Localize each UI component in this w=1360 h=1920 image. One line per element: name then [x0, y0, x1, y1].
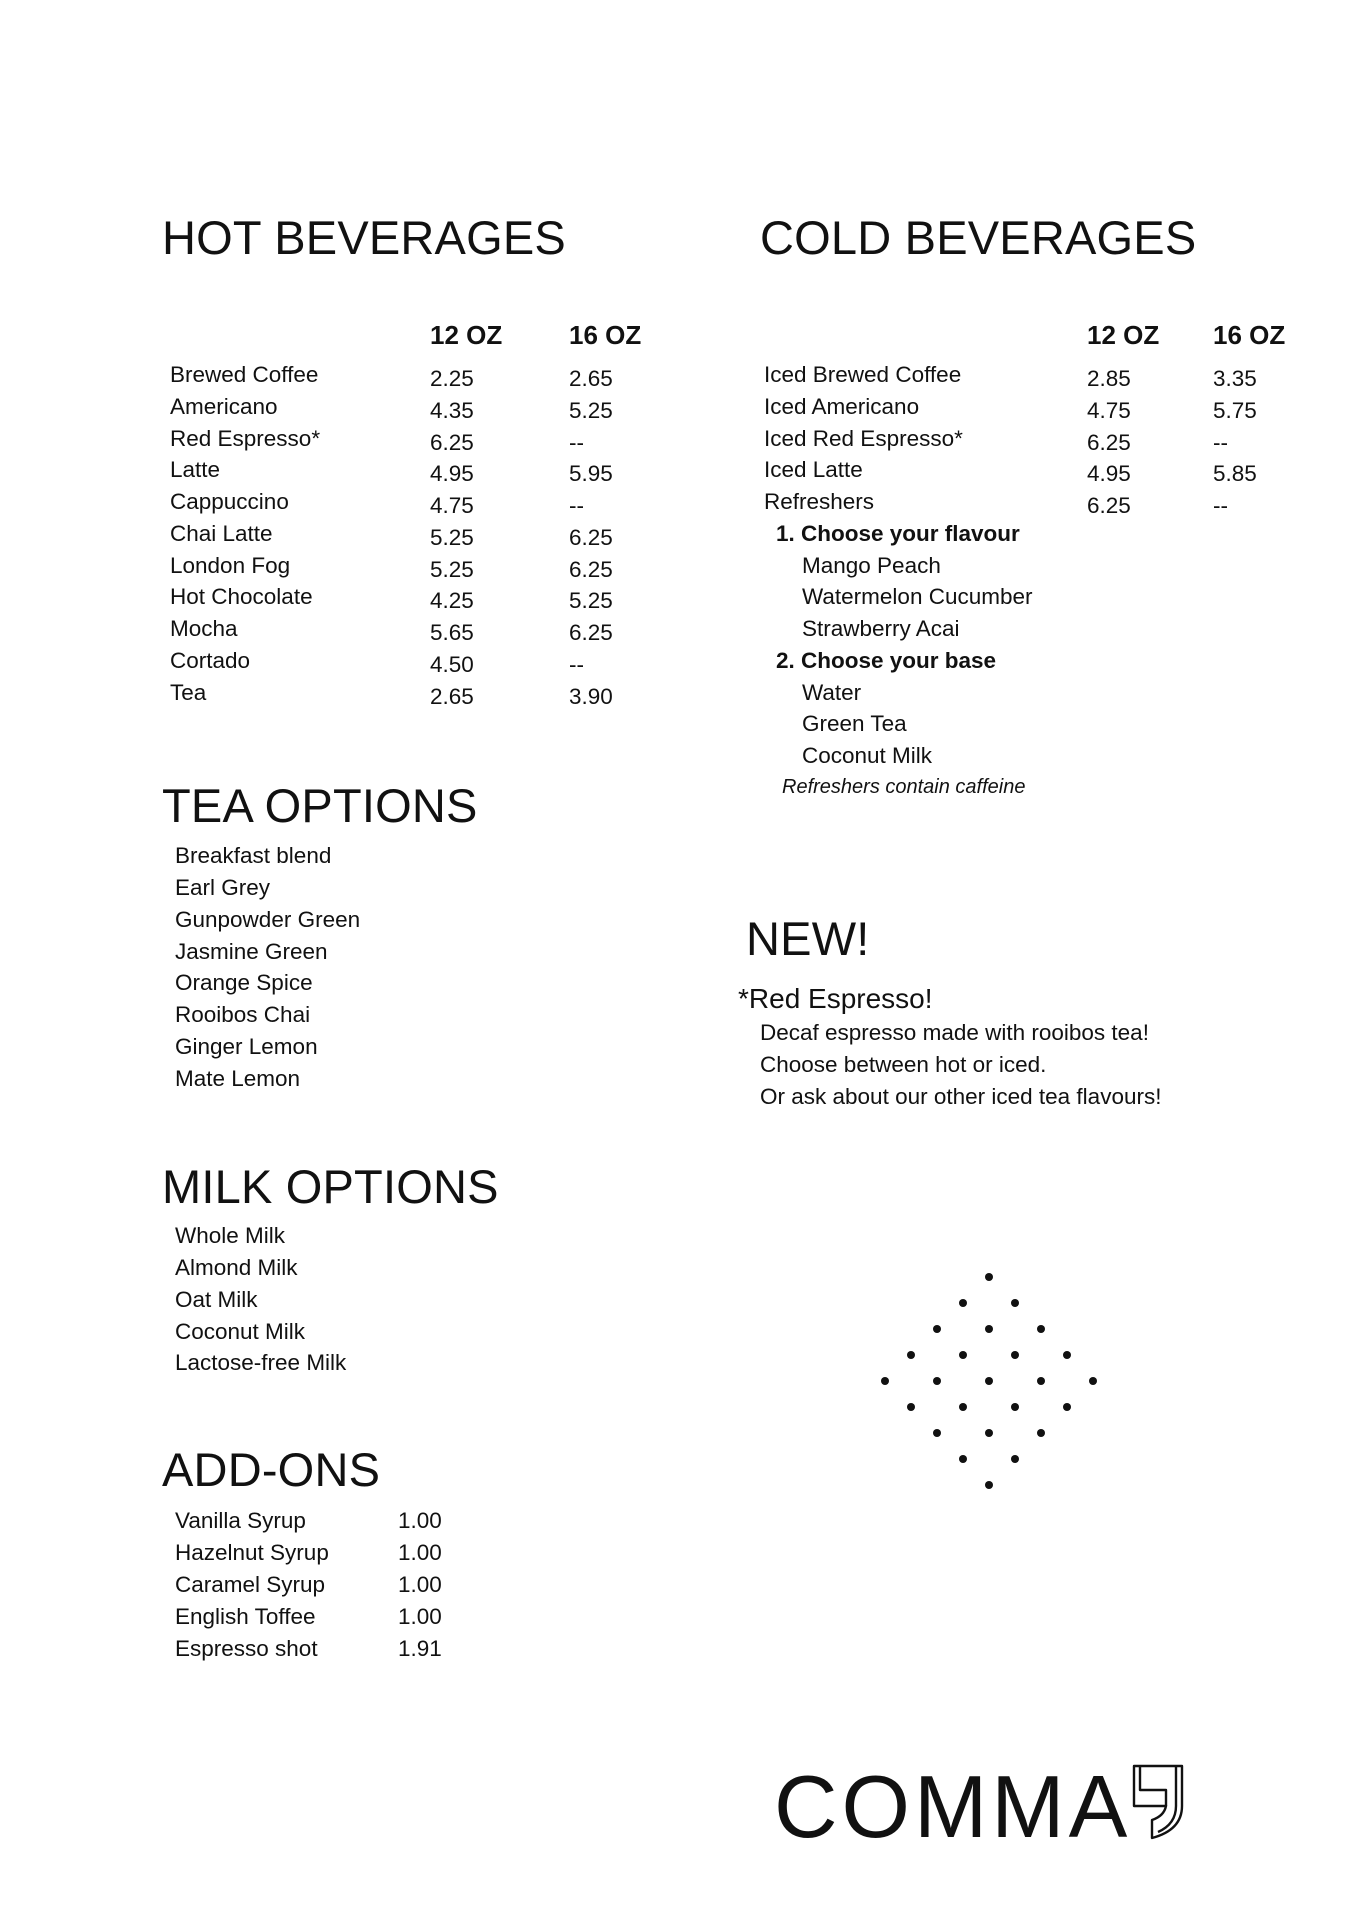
tea-option: Gunpowder Green — [175, 907, 361, 932]
hot-item-name: Tea — [170, 680, 207, 705]
hot-item-price-16: 6.25 — [569, 620, 613, 645]
hot-item-price-16: -- — [569, 493, 584, 518]
cold-item-price-16: -- — [1213, 430, 1228, 455]
new-description-line: Choose between hot or iced. — [760, 1052, 1047, 1077]
pattern-dot — [985, 1273, 993, 1281]
pattern-dot — [1011, 1455, 1019, 1463]
hot-item-name: London Fog — [170, 553, 291, 578]
refreshers-caffeine-note: Refreshers contain caffeine — [782, 776, 1026, 798]
cold-item-name: Iced Brewed Coffee — [764, 362, 962, 387]
hot-item-price-16: 5.25 — [569, 588, 613, 613]
hot-item-price-12: 5.25 — [430, 525, 474, 550]
refreshers-step-flavour: 1. Choose your flavour — [776, 521, 1020, 546]
tea-option: Earl Grey — [175, 875, 271, 900]
hot-item-price-16: 5.95 — [569, 461, 613, 486]
refresher-flavour: Mango Peach — [802, 553, 941, 578]
refresher-base: Water — [802, 680, 862, 705]
tea-options-heading: TEA OPTIONS — [162, 779, 478, 832]
milk-option: Whole Milk — [175, 1223, 286, 1248]
pattern-dot — [1011, 1299, 1019, 1307]
hot-item-price-12: 2.65 — [430, 684, 474, 709]
hot-item-name: Hot Chocolate — [170, 584, 313, 609]
hot-item-price-16: 3.90 — [569, 684, 613, 709]
pattern-dot — [1063, 1351, 1071, 1359]
tea-option: Mate Lemon — [175, 1066, 301, 1091]
milk-option: Almond Milk — [175, 1255, 298, 1280]
add-on-price: 1.00 — [398, 1508, 442, 1533]
pattern-dot — [959, 1403, 967, 1411]
pattern-dot — [985, 1377, 993, 1385]
add-on-price: 1.00 — [398, 1540, 442, 1565]
hot-item-name: Cortado — [170, 648, 251, 673]
hot-item-name: Brewed Coffee — [170, 362, 319, 387]
hot-item-name: Chai Latte — [170, 521, 273, 546]
hot-item-name: Mocha — [170, 616, 238, 641]
pattern-dot — [985, 1325, 993, 1333]
tea-option: Orange Spice — [175, 970, 313, 995]
hot-item-price-12: 4.95 — [430, 461, 474, 486]
add-on-name: Caramel Syrup — [175, 1572, 326, 1597]
hot-item-price-16: 6.25 — [569, 525, 613, 550]
add-on-name: Vanilla Syrup — [175, 1508, 306, 1533]
cold-item-price-16: -- — [1213, 493, 1228, 518]
hot-item-price-12: 6.25 — [430, 430, 474, 455]
hot-item-price-12: 5.25 — [430, 557, 474, 582]
cold-item-price-16: 3.35 — [1213, 366, 1257, 391]
hot-item-price-16: 2.65 — [569, 366, 613, 391]
add-on-name: Hazelnut Syrup — [175, 1540, 329, 1565]
hot-item-name: Red Espresso* — [170, 426, 321, 451]
pattern-dot — [985, 1429, 993, 1437]
hot-size-16oz-header: 16 OZ — [569, 320, 642, 350]
hot-item-price-12: 4.35 — [430, 398, 474, 423]
add-on-name: Espresso shot — [175, 1636, 318, 1661]
milk-option: Oat Milk — [175, 1287, 258, 1312]
brand-wordmark: COMMA — [774, 1757, 1132, 1856]
new-description-line: Or ask about our other iced tea flavours! — [760, 1084, 1162, 1109]
hot-item-price-12: 4.50 — [430, 652, 474, 677]
hot-item-price-16: -- — [569, 652, 584, 677]
hot-item-price-12: 4.25 — [430, 588, 474, 613]
cold-item-name: Iced Red Espresso* — [764, 426, 963, 451]
cold-item-price-16: 5.85 — [1213, 461, 1257, 486]
pattern-dot — [1011, 1351, 1019, 1359]
cold-item-name: Iced Latte — [764, 457, 863, 482]
hot-item-name: Cappuccino — [170, 489, 289, 514]
hot-item-price-16: 6.25 — [569, 557, 613, 582]
pattern-dot — [907, 1351, 915, 1359]
pattern-dot — [959, 1299, 967, 1307]
hot-item-price-12: 2.25 — [430, 366, 474, 391]
refresher-base: Coconut Milk — [802, 743, 933, 768]
milk-option: Lactose-free Milk — [175, 1350, 347, 1375]
pattern-dot — [907, 1403, 915, 1411]
cold-item-name: Iced Americano — [764, 394, 920, 419]
refresher-base: Green Tea — [802, 711, 907, 736]
refreshers-step-base: 2. Choose your base — [776, 648, 997, 673]
new-description-line: Decaf espresso made with rooibos tea! — [760, 1020, 1149, 1045]
cold-beverages-heading: COLD BEVERAGES — [760, 211, 1197, 264]
cold-item-name: Refreshers — [764, 489, 875, 514]
cold-item-price-12: 6.25 — [1087, 430, 1131, 455]
hot-item-price-16: -- — [569, 430, 584, 455]
pattern-dot — [959, 1351, 967, 1359]
cold-size-16oz-header: 16 OZ — [1213, 320, 1286, 350]
hot-size-12oz-header: 12 OZ — [430, 320, 503, 350]
pattern-dot — [1037, 1325, 1045, 1333]
pattern-dot — [959, 1455, 967, 1463]
cold-size-12oz-header: 12 OZ — [1087, 320, 1160, 350]
new-heading: NEW! — [746, 912, 870, 965]
cold-item-price-12: 6.25 — [1087, 493, 1131, 518]
tea-option: Breakfast blend — [175, 843, 332, 868]
refresher-flavour: Strawberry Acai — [802, 616, 960, 641]
pattern-dot — [933, 1429, 941, 1437]
hot-item-price-12: 5.65 — [430, 620, 474, 645]
hot-item-price-16: 5.25 — [569, 398, 613, 423]
hot-beverages-heading: HOT BEVERAGES — [162, 211, 566, 264]
refresher-flavour: Watermelon Cucumber — [802, 584, 1033, 609]
add-on-price: 1.91 — [398, 1636, 442, 1661]
cold-item-price-16: 5.75 — [1213, 398, 1257, 423]
cold-item-price-12: 4.95 — [1087, 461, 1131, 486]
new-red-espresso-title: *Red Espresso! — [738, 983, 933, 1014]
tea-option: Ginger Lemon — [175, 1034, 318, 1059]
pattern-dot — [1089, 1377, 1097, 1385]
pattern-dot — [985, 1481, 993, 1489]
pattern-dot — [1063, 1403, 1071, 1411]
add-ons-heading: ADD-ONS — [162, 1443, 381, 1496]
pattern-dot — [1011, 1403, 1019, 1411]
tea-option: Jasmine Green — [175, 939, 328, 964]
pattern-dot — [881, 1377, 889, 1385]
cold-item-price-12: 4.75 — [1087, 398, 1131, 423]
add-on-price: 1.00 — [398, 1604, 442, 1629]
hot-item-name: Latte — [170, 457, 221, 482]
milk-options-heading: MILK OPTIONS — [162, 1160, 499, 1213]
comma-logo-icon — [1130, 1760, 1190, 1840]
tea-option: Rooibos Chai — [175, 1002, 311, 1027]
add-on-price: 1.00 — [398, 1572, 442, 1597]
pattern-dot — [1037, 1429, 1045, 1437]
hot-item-name: Americano — [170, 394, 278, 419]
milk-option: Coconut Milk — [175, 1319, 306, 1344]
cold-item-price-12: 2.85 — [1087, 366, 1131, 391]
pattern-dot — [1037, 1377, 1045, 1385]
pattern-dot — [933, 1377, 941, 1385]
hot-item-price-12: 4.75 — [430, 493, 474, 518]
add-on-name: English Toffee — [175, 1604, 316, 1629]
pattern-dot — [933, 1325, 941, 1333]
